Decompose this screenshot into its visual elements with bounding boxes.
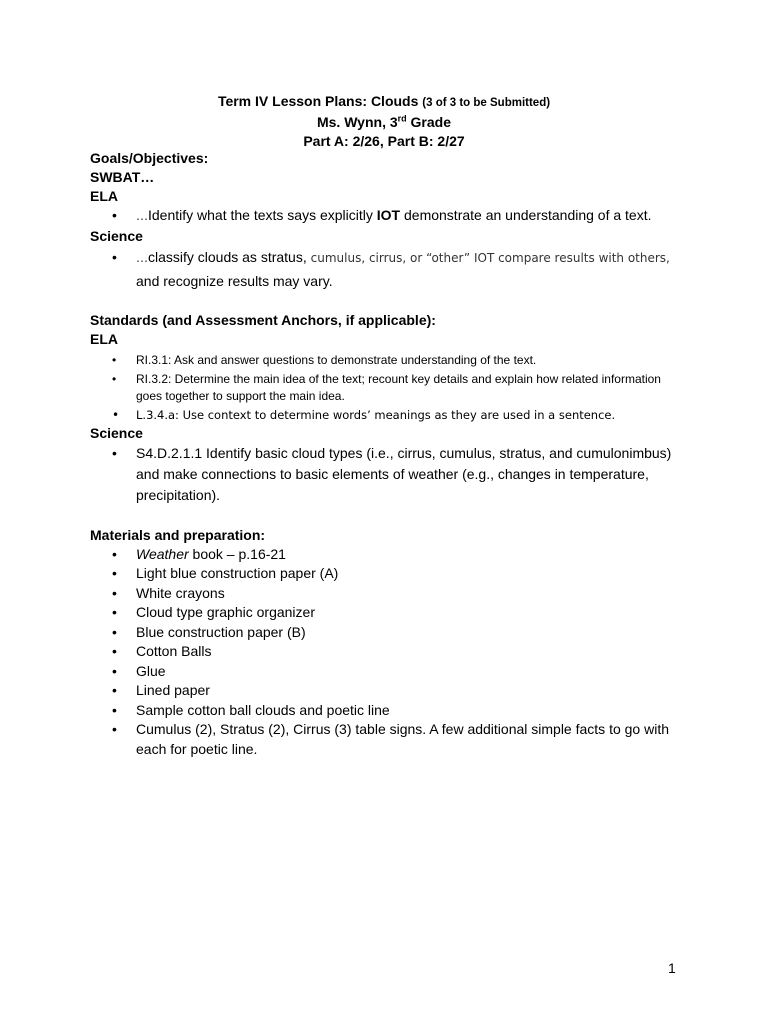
spacer bbox=[90, 506, 680, 526]
bullet-icon: • bbox=[112, 623, 117, 640]
bullet-icon: • bbox=[112, 721, 117, 737]
page-number: 1 bbox=[668, 960, 676, 976]
standards-science-heading: Science bbox=[90, 424, 143, 441]
standards-ela-heading: ELA bbox=[90, 330, 118, 347]
goals-science-heading: Science bbox=[90, 227, 143, 244]
bullet-icon: • bbox=[112, 682, 117, 698]
grade-label: Grade bbox=[406, 114, 451, 130]
lesson-content bbox=[90, 149, 680, 759]
list-item: • White crayons bbox=[90, 584, 680, 604]
list-item: • Light blue construction paper (A) bbox=[90, 564, 680, 584]
bullet-icon: • bbox=[112, 662, 117, 679]
bullet-icon: • bbox=[112, 352, 117, 367]
list-item: • …classify clouds as stratus, cumulus, cirrus, or “other” IOT compare results with others, and recognize results may vary. bbox=[90, 246, 680, 293]
materials-heading: Materials and preparation: bbox=[90, 526, 266, 543]
standards-heading: Standards (and Assessment Anchors, if applicable): bbox=[90, 311, 436, 328]
goals-ela-heading: ELA bbox=[90, 188, 118, 204]
standards-ela-list bbox=[90, 352, 680, 424]
list-item: • RI.3.2: Determine the main idea of the text; recount key details and explain how related information goes together to support the main idea. bbox=[112, 371, 661, 403]
list-item: • RI.3.1: Ask and answer questions to demonstrate understanding of the text. bbox=[112, 352, 537, 367]
title-main: Term IV Lesson Plans: Clouds bbox=[217, 93, 419, 109]
title-submission-note: (3 of 3 to be Submitted) bbox=[422, 97, 551, 109]
list-item: • …Identify what the texts says explicitly IOT demonstrate an understanding of a text. bbox=[90, 206, 680, 227]
bullet-icon: • bbox=[112, 444, 117, 461]
list-item: • Glue bbox=[90, 662, 680, 682]
bullet-icon: • bbox=[112, 643, 117, 659]
bullet-icon: • bbox=[112, 701, 117, 718]
list-item: • Cloud type graphic organizer bbox=[90, 603, 680, 623]
title-dates: Part A: 2/26, Part B: 2/27 bbox=[303, 133, 465, 149]
bullet-icon: • bbox=[112, 604, 117, 620]
list-item: • Blue construction paper (B) bbox=[90, 623, 680, 643]
list-item: • Weather book – p.16-21 bbox=[90, 545, 680, 565]
bullet-icon: • bbox=[112, 207, 117, 223]
teacher-name: Ms. Wynn, 3 bbox=[316, 114, 398, 130]
goals-heading: Goals/Objectives: bbox=[90, 150, 209, 166]
list-item: • Cotton Balls bbox=[90, 642, 680, 662]
list-item: • L.3.4.a: Use context to determine words’ meanings as they are used in a sentence. bbox=[112, 407, 616, 422]
grade-suffix: rd bbox=[397, 113, 407, 124]
materials-list bbox=[90, 545, 680, 760]
bullet-icon: • bbox=[112, 545, 117, 562]
list-item: • Cumulus (2), Stratus (2), Cirrus (3) table signs. A few additional simple facts to go with each for poetic line. bbox=[112, 721, 669, 757]
bullet-icon: • bbox=[112, 248, 117, 265]
title-line-2 bbox=[0, 113, 768, 132]
list-item: • Sample cotton ball clouds and poetic line bbox=[90, 701, 680, 721]
list-item: • Lined paper bbox=[90, 681, 680, 701]
bullet-icon: • bbox=[112, 371, 117, 386]
title-line-1 bbox=[0, 92, 768, 113]
bullet-icon: • bbox=[112, 407, 120, 422]
standards-science-list bbox=[90, 443, 680, 506]
title-block bbox=[0, 92, 768, 151]
spacer bbox=[90, 293, 680, 311]
bullet-icon: • bbox=[112, 584, 117, 601]
goals-ela-list bbox=[90, 206, 680, 227]
swbat-heading: SWBAT… bbox=[90, 169, 155, 185]
goals-science-list bbox=[90, 246, 680, 293]
list-item: • S4.D.2.1.1 Identify basic cloud types (i.e., cirrus, cumulus, stratus, and cumulonimbus) and make connections to basic elements of weather (e.g., changes in temperature, precipitation). bbox=[112, 444, 672, 503]
bullet-icon: • bbox=[112, 565, 117, 581]
